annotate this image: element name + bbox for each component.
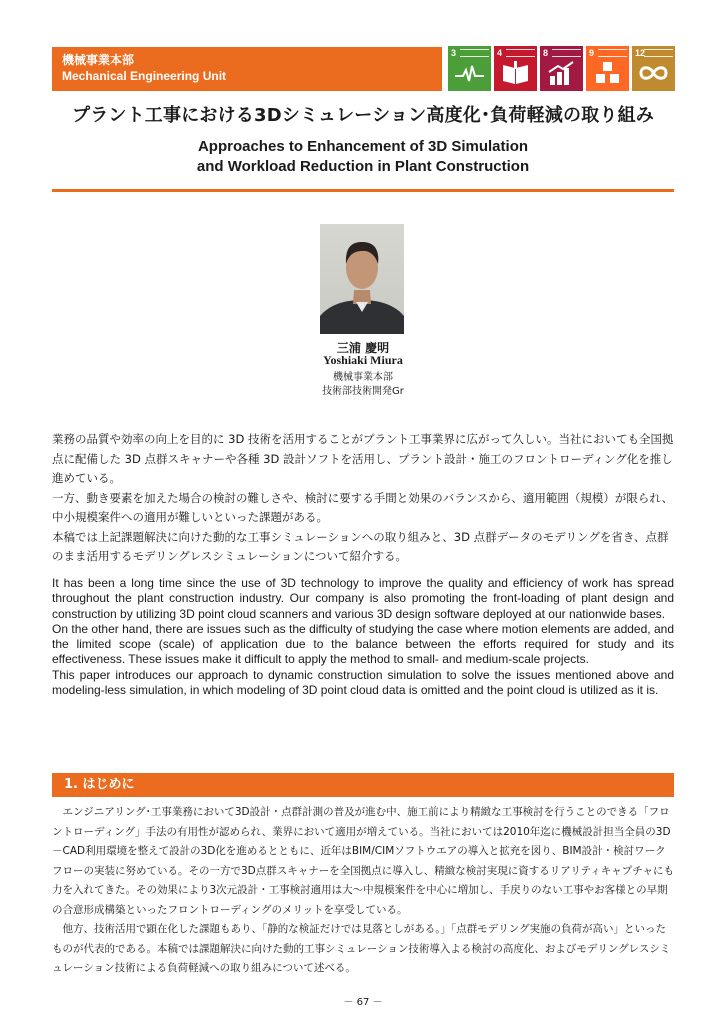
book-icon <box>500 60 531 86</box>
abstract-jp-paragraph: 本稿では上記課題解決に向けた動的な工事シミュレーションへの取り組みと、3D 点群データのモデリングを省き、点群のまま活用するモデリングレスシミュレーションについて紹介する。 <box>52 529 669 563</box>
infinity-icon <box>638 60 669 86</box>
title-english-line-1: Approaches to Enhancement of 3D Simulation <box>197 138 529 155</box>
abstract-jp-paragraph: 一方、動き要素を加えた場合の検討の難しさや、検討に要する手間と効果のバランスから、適用範囲（規模）が限られ、中小規模案件への適用が難しいといった課題がある。 <box>52 490 674 524</box>
body-paragraph: 他方、技術活用で顕在化した課題もあり、「静的な検証だけでは見落としがある。」「点群モデリング実施の負荷が高い」といったものが代表的である。本稿では課題解決に向けた動的工事シミュレーション技術導入よる検討の高度化、およびモデリングレスシミュレーション技術による負荷軽減への取り組みについて述べる。 <box>52 923 671 974</box>
sdg-number: 3 <box>451 48 457 58</box>
department-name-jp: 機械事業本部 <box>62 53 135 67</box>
sdg-number: 4 <box>497 48 503 58</box>
abstract-english <box>52 576 674 698</box>
sdg-goal-12-badge <box>632 46 675 91</box>
author-photo <box>320 224 404 334</box>
sdg-number: 12 <box>635 48 646 58</box>
section-body <box>52 803 674 979</box>
sdg-goal-9-badge <box>586 46 629 91</box>
author-affiliation <box>52 371 674 399</box>
department-banner <box>52 47 442 91</box>
title-divider <box>52 189 674 192</box>
author-name-en: Yoshiaki Miura <box>323 353 403 367</box>
author-portrait-icon <box>320 224 404 334</box>
abstract-en-paragraph: It has been a long time since the use of 3D technology to improve the quality and efficiency of work has spread throughout the plant construction industry. Our company is also promoting the front-loading of plant design and construction by utilizing 3D point cloud scanners and various 3D design software deployed at our nationwide bases. <box>52 576 674 621</box>
sdg-goal-4-badge <box>494 46 537 91</box>
page-number: － 67 － <box>343 997 383 1008</box>
sdg-goal-8-badge <box>540 46 583 91</box>
abstract-en-paragraph: On the other hand, there are issues such as the difficulty of studying the case where motion elements are added, and the limited scope (scale) of application due to the balance between the efforts required for study and its effectiveness. These issues make it difficult to apply the method to small- and medium-scale projects. <box>52 621 674 667</box>
cubes-icon <box>592 60 623 86</box>
growth-chart-icon <box>546 60 577 86</box>
abstract-en-paragraph: This paper introduces our approach to dynamic construction simulation to solve the issues mentioned above and modeling-less simulation, in which modeling of 3D point cloud data is omitted and the point cloud is utilized as it is. <box>52 667 674 698</box>
title-english-line-2: and Workload Reduction in Plant Construction <box>196 158 530 175</box>
sdg-icons <box>448 46 675 91</box>
title-english <box>52 137 674 177</box>
section-heading-introduction: 1. はじめに <box>52 773 674 797</box>
sdg-number: 8 <box>543 48 549 58</box>
sdg-number: 9 <box>589 48 595 58</box>
title-japanese: プラント工事における3Dシミュレーション高度化･負荷軽減の取り組み <box>72 105 654 126</box>
affiliation-line-2: 技術部技術開発Gr <box>322 386 404 397</box>
abstract-jp-paragraph: 業務の品質や効率の向上を目的に 3D 技術を活用することがプラント工事業界に広がって久しい。当社においても全国拠点に配備した 3D 点群スキャナーや各種 3D 設計ソフトを活用し、プラント設計・施工のフロントローディング化を推し進めている。 <box>52 432 674 485</box>
author-name-jp: 三浦 慶明 <box>336 341 390 355</box>
abstract-japanese <box>52 430 674 567</box>
affiliation-line-1: 機械事業本部 <box>333 372 393 383</box>
body-paragraph: エンジニアリング･工事業務において3D設計・点群計測の普及が進む中、施工前により精緻な工事検討を行うことのできる「フロントローディング」手法の有用性が認められ、業界において適用が増えている。当社においては2010年迄に機械設計担当全員の3D－CAD利用環境を整えて設計の3D化を進めるとともに、近年はBIM/CIMソフトウエアの導入と拡充を図り、BIM設計・検討ワークフローの実装に努めている。その一方で3D点群スキャナーを全国拠点に導入し、精緻な検討実現に資するリアリティキャプチャにも力を入れてきた。その効果により3次元設計・工事検討適用は大～中規模案件を中心に増加し、手戻りのない工事やお客様との早期の合意形成構築といったフロントローディングのメリットを享受している。 <box>52 806 674 916</box>
sdg-goal-3-badge <box>448 46 491 91</box>
department-name-en: Mechanical Engineering Unit <box>62 69 227 83</box>
heartbeat-icon <box>454 60 485 86</box>
